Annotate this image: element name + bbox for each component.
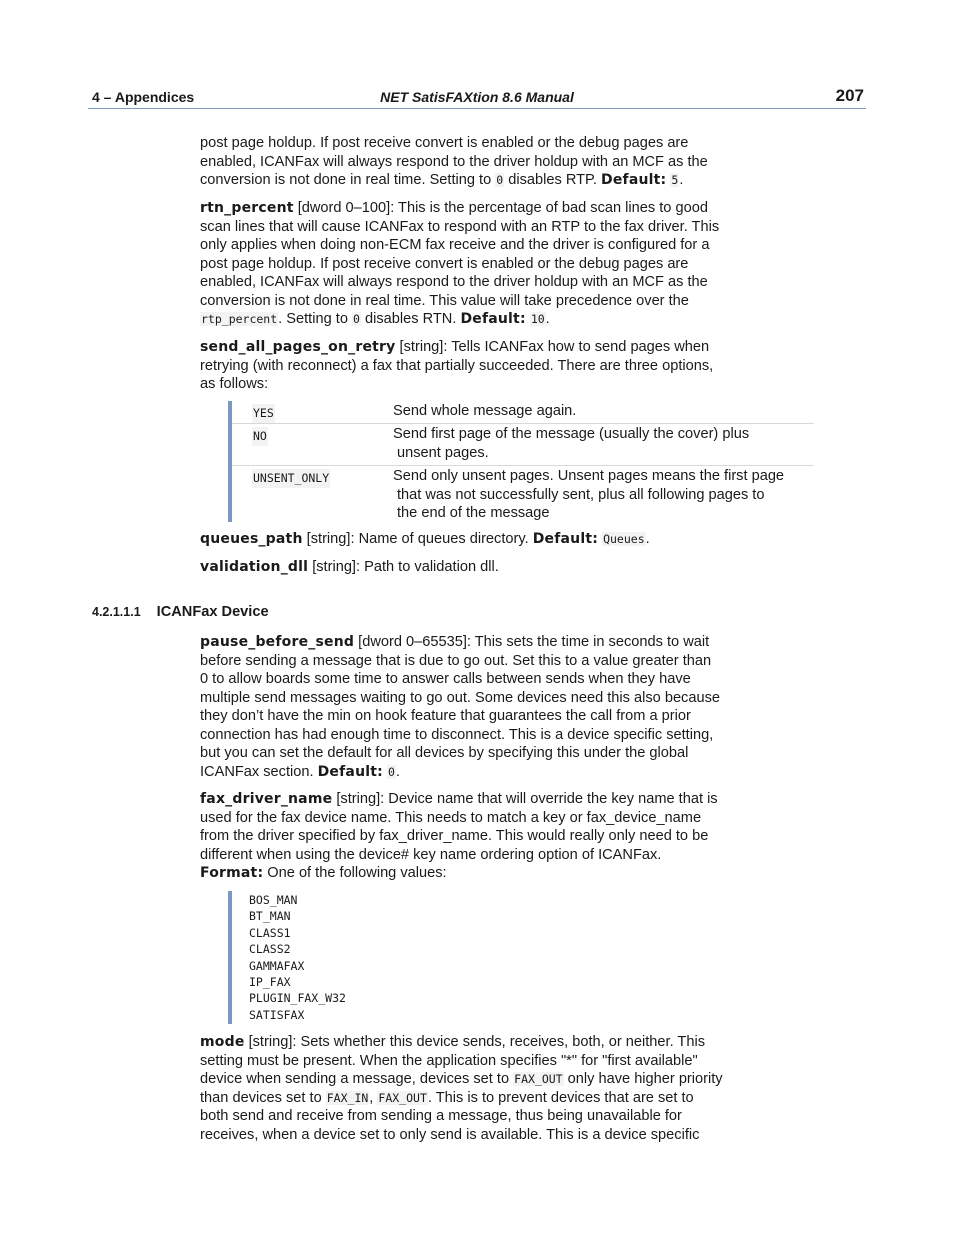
list-item: PLUGIN_FAX_W32 — [249, 991, 346, 1006]
text-line: as follows: — [200, 376, 269, 392]
text-line: post page holdup. If post receive convert is enabled or the debug pages are — [200, 255, 689, 272]
rtp-percent-code: rtp_percent — [201, 312, 278, 326]
option-key: YES — [252, 404, 275, 423]
section-number: 4.2.1.1.1 — [92, 605, 141, 619]
page-number: 207 — [835, 86, 864, 105]
text-line: [dword 0–65535]: This sets the time in seconds to wait — [354, 634, 710, 650]
chapter-label: 4 – Appendices — [92, 89, 195, 105]
section-title: ICANFax Device — [156, 604, 269, 620]
list-item: BT_MAN — [249, 909, 291, 924]
text-line: that was not successfully sent, plus all following pages to — [397, 486, 765, 503]
text-line: device when sending a message, devices set to — [200, 1071, 514, 1087]
text-line: [string]: Sets whether this device sends, receives, both, or neither. This — [244, 1034, 706, 1050]
period: . — [395, 763, 400, 780]
text-line: . Setting to — [278, 311, 352, 327]
fax-out-code: FAX_OUT — [378, 1090, 427, 1105]
setting-name: pause_before_send — [200, 634, 355, 650]
option-description — [389, 401, 814, 423]
option-key: NO — [252, 427, 268, 446]
text-line: both send and receive from sending a message, thus being unavailable for — [200, 1108, 682, 1124]
text-line: [dword 0–100]: This is the percentage of bad scan lines to good — [293, 200, 708, 216]
rtn-percent-entry — [200, 199, 760, 329]
format-label: Format: — [200, 865, 264, 881]
text-line: setting must be present. When the application specifies "*" for "first available" — [200, 1052, 698, 1069]
text-line: only have higher priority — [563, 1071, 723, 1087]
zero-code: 0 — [353, 312, 360, 326]
text-line: post page holdup. If post receive convert is enabled or the debug pages are — [200, 135, 689, 151]
default-label: Default: — [460, 311, 526, 327]
text-line: conversion is not done in real time. This value will take precedence over the — [200, 292, 689, 309]
send-all-pages-entry — [200, 338, 760, 394]
fax-driver-name-entry — [200, 790, 760, 883]
text-line: conversion is not done in real time. Setting to — [200, 172, 496, 188]
default-label: Default: — [317, 763, 383, 780]
section-heading — [92, 604, 269, 620]
text-line: only applies when doing non-ECM fax receive and the driver is configured for a — [200, 237, 710, 253]
text-line: different when using the device# key name ordering option of ICANFax. — [200, 846, 662, 863]
period: . — [679, 172, 684, 188]
text-line: from the driver specified by fax_driver_name. This would really only need to be — [200, 828, 709, 844]
text-line: than devices set to — [200, 1089, 326, 1106]
validation-dll-entry — [200, 558, 760, 577]
text-line: connection has had enough time to disconnect. This is a device specific setting, — [200, 726, 714, 743]
text-line: retrying (with reconnect) a fax that partially succeeded. There are three options, — [200, 357, 714, 374]
queues-path-entry — [200, 530, 760, 549]
text-line: [string]: Path to validation dll. — [308, 559, 499, 575]
text-line: enabled, ICANFax will always respond to the driver holdup with an MCF as the — [200, 153, 708, 170]
list-item: BOS_MAN — [249, 893, 298, 907]
option-description — [389, 424, 814, 464]
default-value: Queues — [603, 532, 645, 546]
text-line: One of the following values: — [263, 865, 447, 881]
list-item: GAMMAFAX — [249, 958, 305, 973]
list-item: IP_FAX — [249, 975, 291, 990]
default-value: 5 — [671, 173, 679, 187]
period: . — [645, 531, 650, 547]
text-line: [string]: Device name that will override the key name that is — [332, 791, 718, 807]
text-line: Send first page of the message (usually the cover) plus — [393, 426, 750, 442]
default-label: Default: — [601, 172, 667, 188]
text-line: disables RTP. — [504, 172, 602, 188]
text-line: multiple send messages waiting to go out. Some devices need this also because — [200, 689, 721, 706]
option-description — [389, 466, 814, 525]
text-line: enabled, ICANFax will always respond to the driver holdup with an MCF as the — [200, 274, 708, 290]
text-line: scan lines that will cause ICANFax to respond with an RTP to the fax driver. This — [200, 218, 720, 235]
setting-name: mode — [200, 1034, 245, 1050]
list-item: CLASS1 — [249, 925, 291, 940]
text-line: [string]: Tells ICANFax how to send pages when — [395, 339, 710, 355]
zero-code: 0 — [496, 173, 504, 187]
text-line: before sending a message that is due to go out. Set this to a value greater than — [200, 652, 712, 669]
table-row — [232, 466, 814, 523]
default-value: 10 — [530, 312, 545, 326]
text-line: Send only unsent pages. Unsent pages means the first page — [393, 468, 785, 484]
text-line: [string]: Name of queues directory. — [302, 531, 533, 547]
setting-name: send_all_pages_on_retry — [200, 339, 396, 355]
manual-title: NET SatisFAXtion 8.6 Manual — [380, 89, 574, 105]
page-header — [88, 88, 866, 109]
table-row — [232, 401, 814, 424]
text-line: the end of the message — [397, 505, 550, 521]
setting-name: queues_path — [200, 531, 303, 547]
text-line: they don’t have the min on hook feature that guarantees the call from a prior — [200, 708, 691, 724]
setting-name: fax_driver_name — [200, 791, 333, 807]
driver-values-list — [228, 891, 428, 1024]
text-line: ICANFax section. — [200, 763, 318, 780]
holdup-paragraph — [200, 134, 760, 190]
fax-in-code: FAX_IN — [326, 1090, 369, 1105]
mode-entry — [200, 1033, 760, 1144]
text-line: . This is to prevent devices that are set to — [427, 1089, 694, 1106]
text-line: unsent pages. — [397, 444, 489, 461]
text-line: but you can set the default for all devices by specifying this under the global — [200, 745, 689, 761]
option-key: UNSENT_ONLY — [252, 469, 330, 488]
comma: , — [369, 1089, 378, 1106]
text-line: receives, when a device set to only send is available. This is a device specific — [200, 1126, 700, 1143]
retry-options-table — [228, 401, 814, 522]
default-label: Default: — [532, 531, 599, 547]
text-line: Send whole message again. — [393, 403, 577, 419]
period: . — [545, 311, 550, 327]
fax-out-code: FAX_OUT — [514, 1072, 563, 1086]
text-line: used for the fax device name. This needs to match a key or fax_device_name — [200, 809, 702, 826]
table-row — [232, 424, 814, 466]
text-line: 0 to allow boards some time to answer calls between sends when they have — [200, 671, 691, 687]
list-item: SATISFAX — [249, 1007, 305, 1022]
default-value: 0 — [387, 764, 395, 779]
setting-name: validation_dll — [200, 559, 309, 575]
setting-name: rtn_percent — [200, 200, 294, 216]
pause-before-send-entry — [200, 633, 760, 781]
list-item: CLASS2 — [249, 942, 291, 957]
text-line: disables RTN. — [360, 311, 461, 327]
